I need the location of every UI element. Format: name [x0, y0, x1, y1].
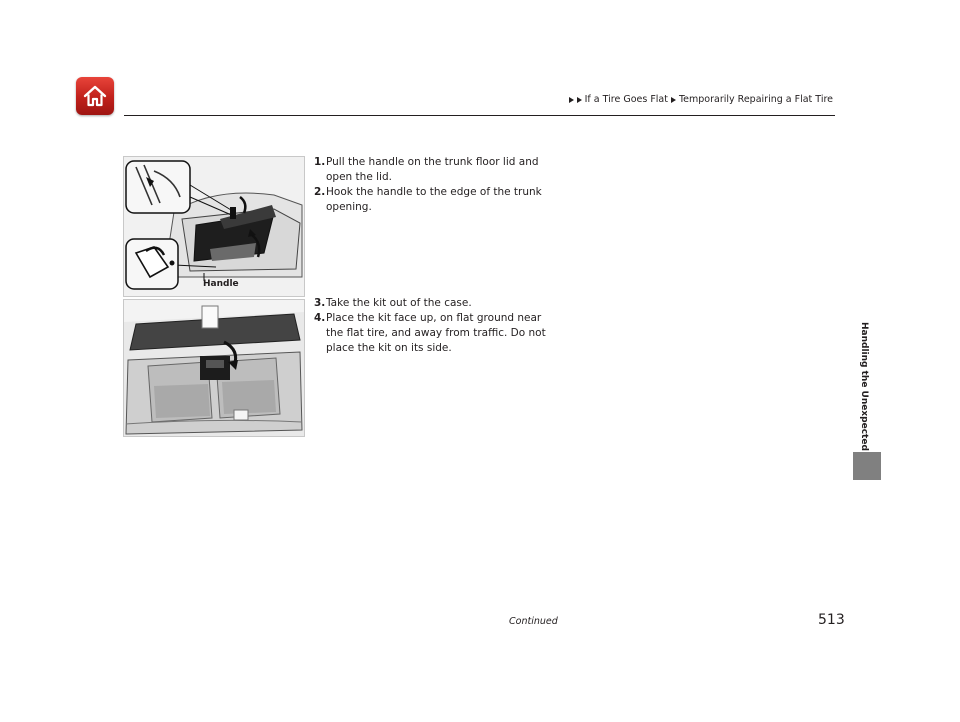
breadcrumb-arrow-icon [569, 97, 574, 103]
step-number: 1. [314, 156, 326, 168]
breadcrumb-item-section[interactable]: If a Tire Goes Flat [584, 94, 668, 105]
step-number: 2. [314, 186, 326, 198]
chapter-tab-label: Handling the Unexpected [859, 322, 869, 451]
repair-kit-illustration [123, 299, 305, 437]
chapter-tab-marker [853, 452, 881, 480]
step-text: Take the kit out of the case. [326, 297, 472, 309]
step-text: Place the kit face up, on flat ground near the flat tire, and away from traffic. Do not place the kit on its side. [326, 312, 546, 354]
header-divider [124, 115, 835, 116]
step-text: Hook the handle to the edge of the trunk opening. [326, 186, 542, 213]
step-3 [314, 296, 559, 311]
home-icon [82, 83, 108, 109]
handle-callout: Handle [203, 279, 239, 289]
breadcrumb-item-topic[interactable]: Temporarily Repairing a Flat Tire [678, 94, 833, 105]
step-text: Pull the handle on the trunk floor lid and open the lid. [326, 156, 539, 183]
step-number: 3. [314, 297, 326, 309]
breadcrumb [569, 94, 833, 105]
continued-label: Continued [509, 616, 558, 627]
step-4 [314, 311, 559, 356]
step-number: 4. [314, 312, 326, 324]
step-2 [314, 185, 559, 215]
breadcrumb-arrow-icon [671, 97, 676, 103]
breadcrumb-arrow-icon [577, 97, 582, 103]
page-number: 513 [818, 612, 845, 628]
step-1 [314, 155, 559, 185]
trunk-lid-illustration [123, 156, 305, 297]
home-button[interactable] [76, 77, 114, 115]
